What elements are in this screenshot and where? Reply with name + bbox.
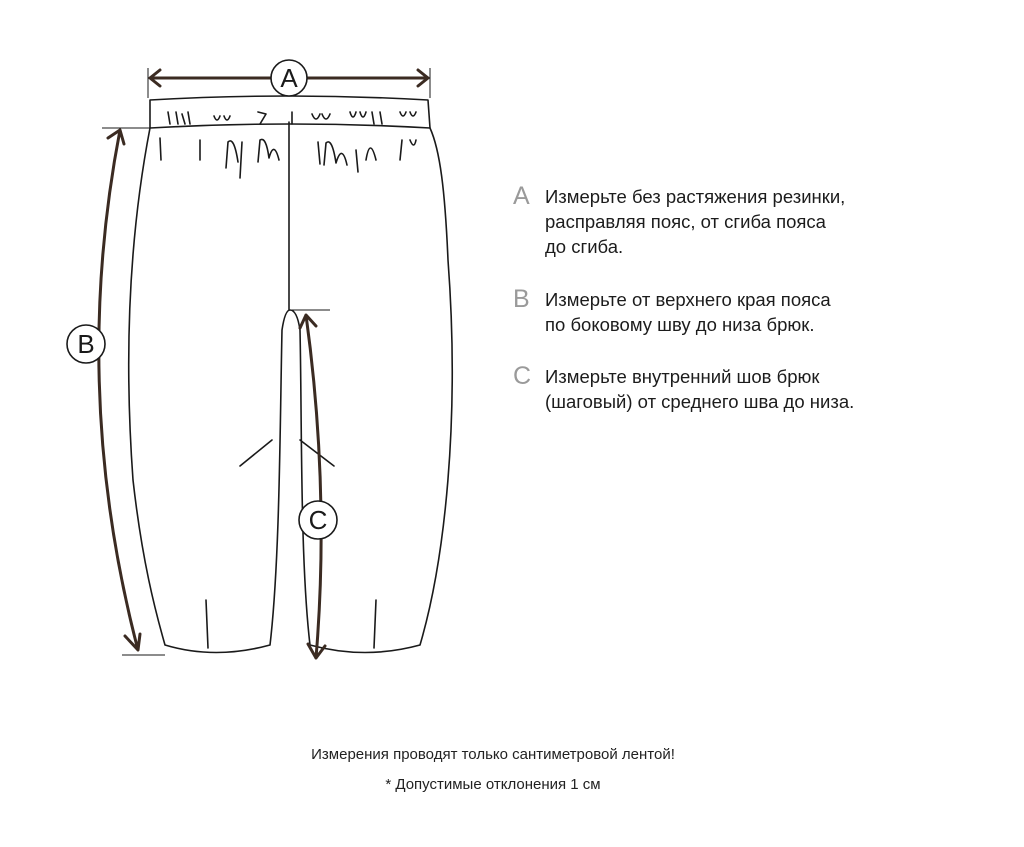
body-gathers [160,138,416,178]
arrow-c [300,315,325,658]
instruction-c [513,364,993,414]
arrow-b [99,130,140,650]
pants-outline [129,128,452,653]
instruction-c-text: Измерьте внутренний шов брюк (шаговый) от среднего шва до низа. [545,366,855,412]
instruction-a-letter: A [513,182,530,210]
instruction-b [513,287,993,337]
label-c [299,501,337,539]
instruction-c-letter: C [513,362,532,390]
pants-measurement-diagram [0,0,512,700]
instruction-b-letter: B [513,285,530,313]
left-hem-line [206,600,208,648]
measurement-note: Измерения проводят только сантиметровой лентой! [311,746,675,763]
right-hem-line [374,600,376,648]
instruction-a [513,184,993,259]
label-a [271,60,307,96]
tolerance-note: * Допустимые отклонения 1 см [385,776,601,793]
waistband-gathers [168,112,416,124]
left-knee-line [240,440,272,466]
label-c-text: C [308,505,328,535]
instruction-b-text: Измерьте от верхнего края пояса по боковому шву до низа брюк. [545,289,831,335]
label-b-text: B [77,329,95,359]
label-a-text: A [280,63,298,93]
instruction-a-text: Измерьте без растяжения резинки, расправляя пояс, от сгиба пояса до сгиба. [545,186,846,257]
waistband [150,96,430,128]
right-knee-line [300,440,334,466]
label-b [67,325,105,363]
